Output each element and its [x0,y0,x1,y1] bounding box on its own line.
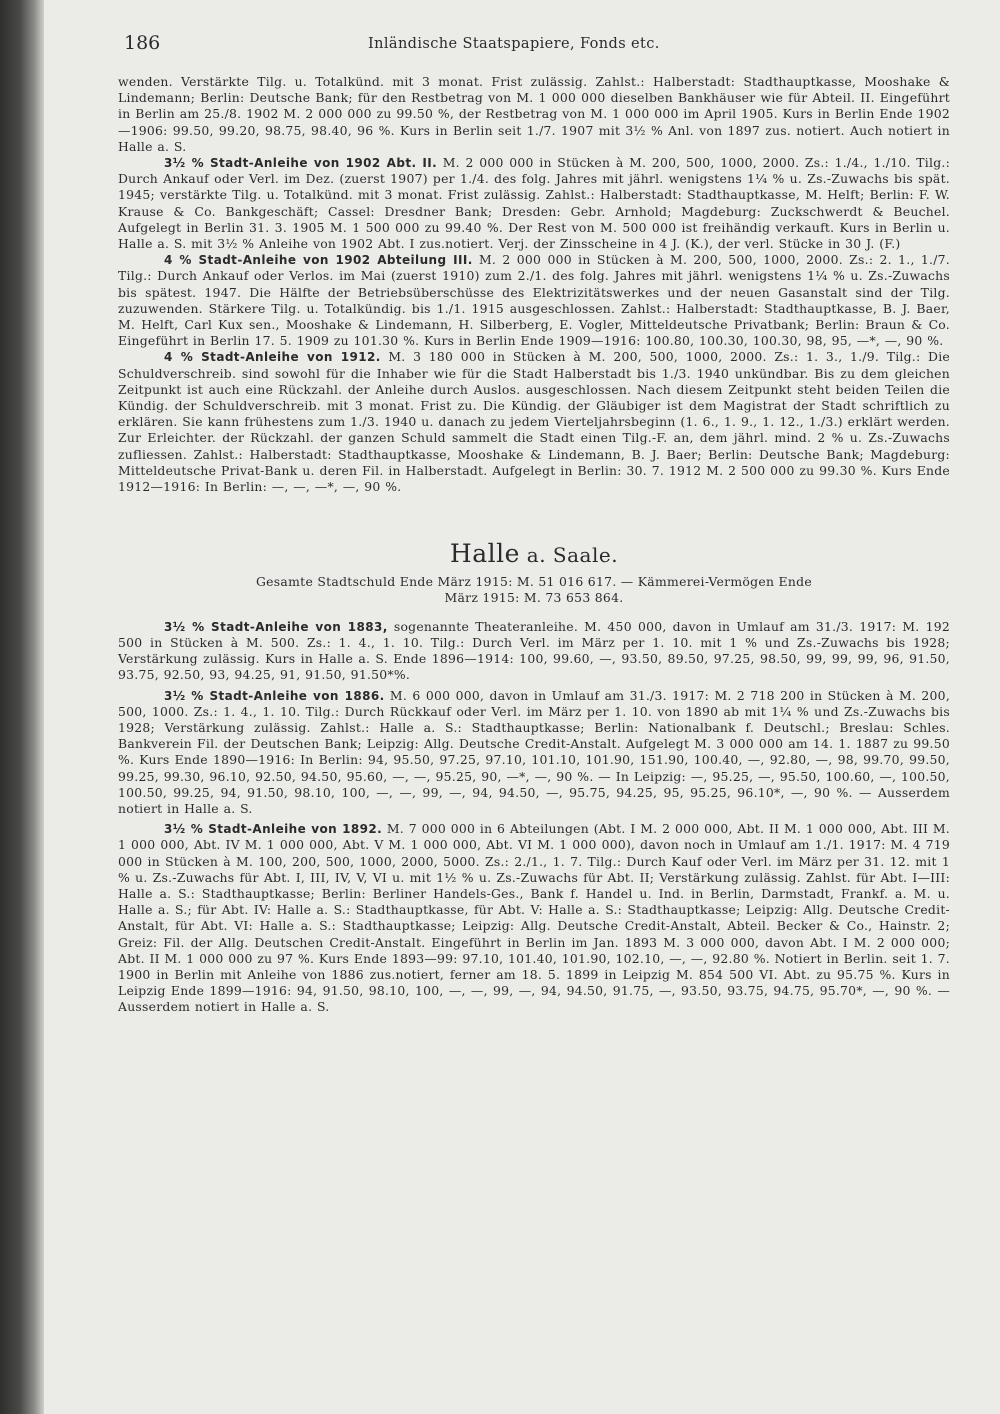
book-binding-shadow [0,0,44,1414]
loan-entry-halberstadt-1902-abt2 [118,155,950,252]
document-page [118,30,950,1016]
loan-title: 3½ % Stadt-Anleihe von 1883, [164,619,388,634]
loan-title: 3½ % Stadt-Anleihe von 1902 Abt. II. [164,156,438,171]
loan-title: 3½ % Stadt-Anleihe von 1892. [164,822,383,837]
loan-entry-halle-1892 [118,821,950,1015]
loan-text: M. 7 000 000 in 6 Abteilungen (Abt. I M. 2 000 000, Abt. II M. 1 000 000, Abt. III M. 1 000 000, Abt. IV M. 1 000 000, Abt. V M. 1 000 000, Abt. VI M. 1 000 000), davon noch in Umlauf am 1./1. 1917: M. 4 719 000 in Stücken à M. 100, 200, 500, 1000, 2000, 5000. Zs.: 2./1., 1. 7. Tilg.: Durch Kauf oder Verl. im März per 31. 12. mit 1 % u. Zs.-Zuwachs für Abt. I, III, IV, V, VI u. mit 1½ % u. Zs.-Zuwachs für Abt. II; Verstärkung zulässig. Zahlst. für Abt. I—III: Halle a. S.: Stadthauptkasse; Berlin: Berliner Handels-Ges., Bank f. Handel u. Ind. in Berlin, Darmstadt, Frankf. a. M. u. Halle a. S.; für Abt. IV: Halle a. S.: Stadthauptkasse, für Abt. V: Halle a. S.: Stadthauptkasse; Leipzig: Allg. Deutsche Credit-Anstalt, für Abt. VI: Halle a. S.: Stadthauptkasse; Leipzig: Allg. Deutsche Credit-Anstalt, Abteil. Becker & Co., Hainstr. 2; Greiz: Fil. der Allg. Deutschen Credit-Anstalt. Eingeführt in Berlin im Jan. 1893 M. 3 000 000, davon Abt. I M. 2 000 000; Abt. II M. 1 000 000 zu 97 %. Kurs Ende 1893—99: 97.10, 101.40, 101.90, 102.10, —, —, 92.80 %. Notiert in Berlin. seit 1. 7. 1900 in Berlin mit Anleihe von 1886 zus.notiert, ferner am 18. 5. 1899 in Leipzig M. 854 500 VI. Abt. zu 95.75 %. Kurs in Leipzig Ende 1899—1916: 94, 91.50, 98.10, 100, —, —, 99, —, 94, 94.50, 91.75, —, 93.50, 93.75, 94.75, 95.70*, —, 90 %. — Ausserdem notiert in Halle a. S. [118,821,950,1015]
loan-text: sogenannte Theateranleihe. M. 450 000, davon in Umlauf am 31./3. 1917: M. 192 500 in Stücken à M. 500. Zs.: 1. 4., 1. 10. Tilg.: Durch Verl. im März per 1. 10. mit 1 % und Zs.-Zuwachs bis 1928; Verstärkung zulässig. Kurs in Halle a. S. Ende 1896—1914: 100, 99.60, —, 93.50, 89.50, 97.25, 98.50, 99, 99, 99, 96, 91.50, 93.75, 92.50, 93, 94.25, 91, 91.50, 91.50*%. [118,618,950,683]
loan-entry-halle-1883 [118,619,950,684]
loan-title: 3½ % Stadt-Anleihe von 1886. [164,688,385,703]
city-summary-line: Gesamte Stadtschuld Ende März 1915: M. 51 016 617. — Kämmerei-Vermögen Ende [255,574,813,590]
loan-entry-halberstadt-1912 [118,349,950,495]
city-summary [118,574,950,606]
continuation-paragraph: wenden. Verstärkte Tilg. u. Totalkünd. mit 3 monat. Frist zulässig. Zahlst.: Halberstadt: Stadthauptkasse, Mooshake & Lindemann; Berlin: Deutsche Bank; für den Restbetrag von M. 1 000 000 dieselben Bankhäuser wie für Abteil. II. Eingeführt in Berlin am 25./8. 1902 M. 2 000 000 zu 99.50 %, der Restbetrag von M. 1 000 000 im April 1905. Kurs in Berlin Ende 1902—1906: 99.50, 99.20, 98.75, 98.40, 96 %. Kurs in Berlin seit 1./7. 1907 mit 3½ % Anl. von 1897 zus. notiert. Auch notiert in Halle a. S. [118,74,950,154]
loan-text: M. 2 000 000 in Stücken à M. 200, 500, 1000, 2000. Zs.: 1./4., 1./10. Tilg.: Durch Ankauf oder Verl. im Dez. (zuerst 1907) per 1./4. des folg. Jahres mit jährl. wenigstens 1¼ % u. Zs.-Zuwachs bis spät. 1945; verstärkte Tilg. u. Totalkünd. mit 3 monat. Frist zulässig. Zahlst.: Halberstadt: Stadthauptkasse, M. Helft; Berlin: F. W. Krause & Co. Bankgeschäft; Cassel: Dresdner Bank; Dresden: Gebr. Arnhold; Magdeburg: Zuckschwerdt & Beuchel. Aufgelegt in Berlin 31. 3. 1905 M. 1 500 000 zu 99.40 %. Der Rest von M. 500 000 ist freihändig verkauft. Kurs in Berlin u. Halle a. S. mit 3½ % Anleihe von 1902 Abt. I zus.notiert. Verj. der Zinsscheine in 4 J. (K.), der verl. Stücke in 30 J. (F.) [118,155,951,252]
page-header [118,30,950,66]
loan-title: 4 % Stadt-Anleihe von 1902 Abteilung III. [164,253,473,268]
city-suffix: a. Saale. [519,543,619,568]
loan-text: M. 6 000 000, davon in Umlauf am 31./3. 1917: M. 2 718 200 in Stücken à M. 200, 500, 1000. Zs.: 1. 4., 1. 10. Tilg.: Durch Rückkauf oder Verl. im März per 1. 10. von 1890 ab mit 1¼ % und Zs.-Zuwachs bis 1928; Verstärkung zulässig. Zahlst.: Halle a. S.: Stadthauptkasse; Berlin: Nationalbank f. Deutschl.; Breslau: Schles. Bankverein Fil. der Deutschen Bank; Leipzig: Allg. Deutsche Credit-Anstalt. Aufgelegt M. 3 000 000 am 14. 1. 1887 zu 99.50 %. Kurs Ende 1890—1916: In Berlin: 94, 95.50, 97.25, 97.10, 101.10, 101.90, 151.90, 100.40, —, 92.80, —, 98, 99.70, 99.50, 99.25, 99.30, 96.10, 92.50, 94.50, 95.60, —, —, 95.25, 90, —*, —, 90 %. — In Leipzig: —, 95.25, —, 95.50, 100.60, —, 100.50, 100.50, 99.25, 94, 91.50, 98.10, 100, —, —, 99, —, 94, 94.50, —, 95.75, 94.25, 95, 95.25, 96.10*, —, 90 %. — Ausserdem notiert in Halle a. S. [118,687,951,816]
city-heading [118,539,950,568]
loan-text: M. 2 000 000 in Stücken à M. 200, 500, 1000, 2000. Zs.: 2. 1., 1./7. Tilg.: Durch Ankauf oder Verlos. im Mai (zuerst 1910) zum 2./1. des folg. Jahres mit jährl. wenigstens 1¼ % u. Zs.-Zuwachs bis spätest. 1947. Die Hälfte der Betriebsüberschüsse des Elektrizitätswerkes und der neuen Gasanstalt sind der Tilg. zuzuwenden. Stärkere Tilg. u. Totalkündig. bis 1./1. 1915 ausgeschlossen. Zahlst.: Halberstadt: Stadthauptkasse, B. J. Baer, M. Helft, Carl Kux sen., Mooshake & Lindemann, H. Silberberg, E. Vogler, Mitteldeutsche Privatbank; Berlin: Braun & Co. Eingeführt in Berlin 17. 5. 1909 zu 101.30 %. Kurs in Berlin Ende 1909—1916: 100.80, 100.30, 100.30, 98, 95, —*, —, 90 %. [118,252,950,349]
city-name: Halle [449,539,520,569]
page-body [118,74,950,1016]
loan-title: 4 % Stadt-Anleihe von 1912. [164,350,381,365]
loan-entry-halberstadt-1902-abt3 [118,252,950,349]
loan-entry-halle-1886 [118,688,950,818]
loan-text: M. 3 180 000 in Stücken à M. 200, 500, 1000, 2000. Zs.: 1. 3., 1./9. Tilg.: Die Schuldverschreib. sind sowohl für die Inhaber wie für die Stadt Halberstadt bis 1./3. 1940 unkündbar. Bis zu dem gleichen Zeitpunkt ist auch eine Rückzahl. der Anleihe durch Auslos. ausgeschlossen. Nach diesem Zeitpunkt steht beiden Teilen die Kündig. der Schuldverschreib. mit 3 monat. Frist zu. Die Kündig. der Gläubiger ist dem Magistrat der Stadt schriftlich zu erklären. Sie kann frühestens zum 1./3. 1940 u. danach zu jedem Vierteljahrsbeginn (1. 6., 1. 9., 1. 12., 1./3.) erklärt werden. Zur Erleichter. der Rückzahl. der ganzen Schuld sammelt die Stadt einen Tilg.-F. an, dem jährl. mind. 2 % u. Zs.-Zuwachs zufliessen. Zahlst.: Halberstadt: Stadthauptkasse, Mooshake & Lindemann, B. J. Baer; Berlin: Deutsche Bank; Magdeburg: Mitteldeutsche Privat-Bank u. deren Fil. in Halberstadt. Aufgelegt in Berlin: 30. 7. 1912 M. 2 500 000 zu 99.30 %. Kurs Ende 1912—1916: In Berlin: —, —, —*, —, 90 %. [118,349,950,495]
city-summary-line: März 1915: M. 73 653 864. [444,590,624,606]
page-number: 186 [124,32,161,54]
running-head: Inländische Staatspapiere, Fonds etc. [368,36,660,52]
